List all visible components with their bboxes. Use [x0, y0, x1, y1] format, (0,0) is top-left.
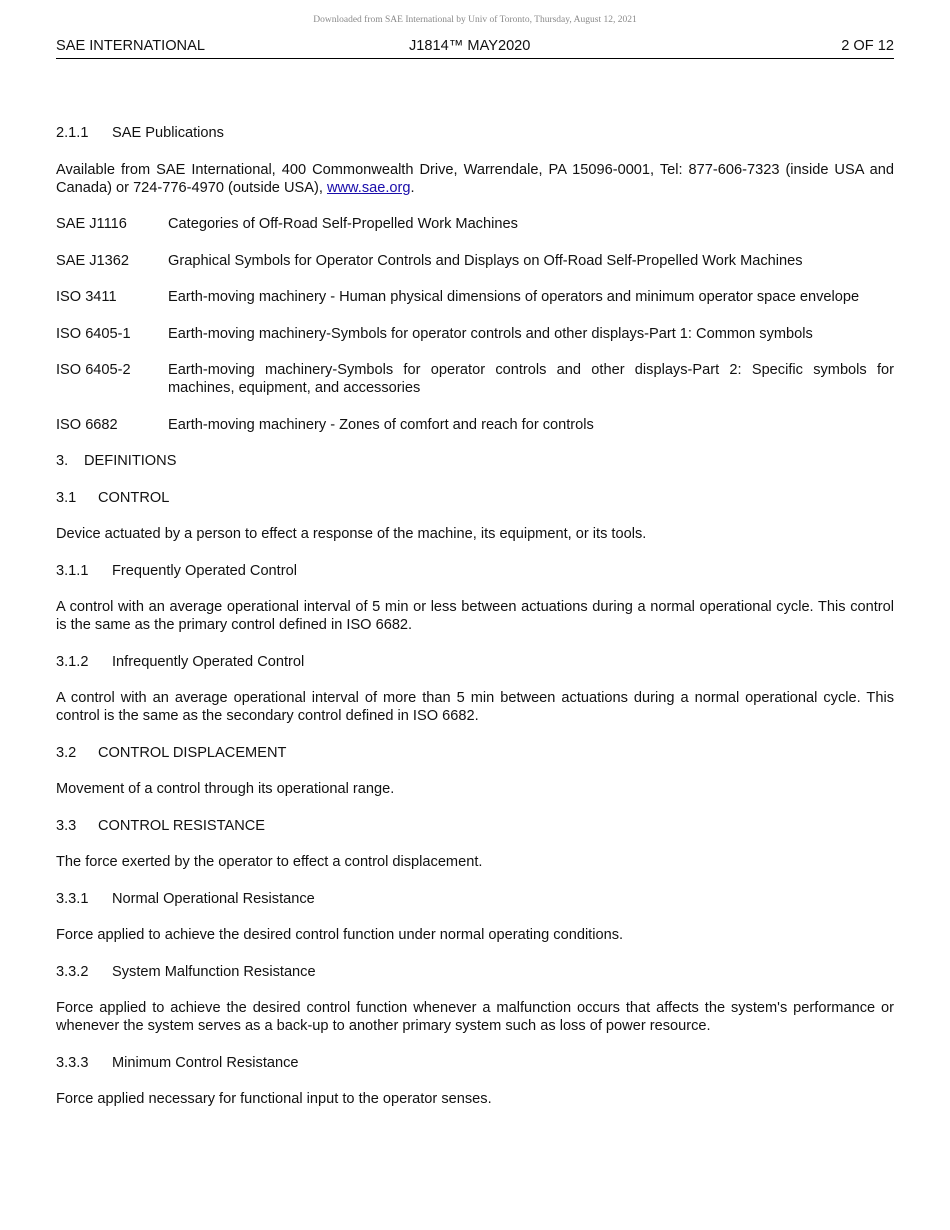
- header-page-number: 2 OF 12: [841, 38, 894, 54]
- heading-3-1-2: [56, 653, 894, 671]
- section-number: 3.: [56, 453, 69, 469]
- paragraph-punct: .: [410, 179, 415, 196]
- reference-title: Earth-moving machinery-Symbols for operator controls and other displays-Part 1: Common symbols: [168, 325, 813, 342]
- paragraph-availability: [56, 161, 894, 197]
- definition-paragraph: Device actuated by a person to effect a response of the machine, its equipment, or its tools.: [56, 526, 647, 542]
- heading-3-3: [56, 817, 894, 835]
- paragraph-text: Available from SAE International, 400 Commonwealth Drive, Warrendale, PA 15096-0001, Tel: 877-606-7323 (inside USA and Canada) or 724-776-4970 (outside USA),: [56, 161, 894, 196]
- section-title: CONTROL: [98, 489, 170, 506]
- download-watermark: Downloaded from SAE International by Univ of Toronto, Thursday, August 12, 2021: [313, 15, 637, 25]
- heading-3-3-1: [56, 890, 894, 908]
- section-title: System Malfunction Resistance: [112, 963, 316, 980]
- section-title: DEFINITIONS: [84, 453, 177, 469]
- section-number: 3.1.2: [56, 653, 89, 670]
- section-title: Normal Operational Resistance: [112, 890, 315, 907]
- reference-item: [56, 361, 894, 397]
- section-title: CONTROL DISPLACEMENT: [98, 744, 287, 761]
- definition-paragraph: A control with an average operational interval of 5 min or less between actuations during a normal operational cycle. This control is the same as the primary control defined in ISO 6682.: [56, 599, 894, 633]
- section-title: Minimum Control Resistance: [112, 1054, 299, 1071]
- section-number: 3.1.1: [56, 562, 89, 579]
- definition-paragraph: Force applied to achieve the desired control function under normal operating conditions.: [56, 927, 624, 943]
- section-number: 3.3: [56, 817, 77, 834]
- section-title: Infrequently Operated Control: [112, 653, 305, 670]
- section-title: CONTROL RESISTANCE: [98, 817, 266, 834]
- header-doc-id: J1814™ MAY2020: [409, 38, 531, 54]
- reference-item: [56, 215, 894, 233]
- heading-3-2: [56, 744, 894, 762]
- reference-code: ISO 6405-2: [56, 362, 131, 378]
- document-body: [56, 124, 894, 1127]
- page-header: [56, 38, 894, 59]
- reference-title: Categories of Off-Road Self-Propelled Work Machines: [168, 216, 518, 232]
- header-org: SAE INTERNATIONAL: [56, 38, 205, 54]
- section-number: 3.2: [56, 744, 77, 761]
- definition-paragraph: Force applied to achieve the desired control function whenever a malfunction occurs that affects the system's performance or whenever the system serves as a back-up to another primary system such as loss of power resource.: [56, 1000, 894, 1034]
- definition-paragraph: The force exerted by the operator to effect a control displacement.: [56, 854, 483, 870]
- reference-title: Graphical Symbols for Operator Controls and Displays on Off-Road Self-Propelled Work Machines: [168, 252, 803, 269]
- heading-3-3-3: [56, 1054, 894, 1072]
- heading-3: [56, 452, 894, 470]
- reference-item: [56, 288, 894, 306]
- heading-3-3-2: [56, 963, 894, 981]
- definition-paragraph: Movement of a control through its operational range.: [56, 781, 395, 797]
- section-number: 3.3.1: [56, 890, 89, 907]
- reference-title: Earth-moving machinery - Zones of comfort and reach for controls: [168, 416, 594, 433]
- section-title: Frequently Operated Control: [112, 562, 297, 579]
- section-number: 3.3.3: [56, 1054, 89, 1071]
- reference-code: ISO 6682: [56, 416, 118, 433]
- reference-code: SAE J1362: [56, 252, 130, 269]
- heading-3-1: [56, 489, 894, 507]
- sae-website-link[interactable]: www.sae.org: [326, 179, 411, 196]
- reference-code: ISO 3411: [56, 289, 117, 305]
- definition-paragraph: Force applied necessary for functional input to the operator senses.: [56, 1091, 492, 1107]
- reference-title: Earth-moving machinery-Symbols for operator controls and other displays-Part 2: Specific symbols for machines, equipment, and accessories: [168, 362, 894, 396]
- section-title: SAE Publications: [112, 125, 224, 141]
- reference-item: [56, 416, 894, 434]
- section-number: 2.1.1: [56, 125, 89, 141]
- heading-2-1-1: [56, 124, 894, 142]
- reference-item: [56, 252, 894, 270]
- reference-item: [56, 325, 894, 343]
- reference-code: ISO 6405-1: [56, 325, 131, 342]
- section-number: 3.1: [56, 489, 77, 506]
- section-number: 3.3.2: [56, 963, 89, 980]
- definition-paragraph: A control with an average operational interval of more than 5 min between actuations during a normal operational cycle. This control is the same as the secondary control defined in ISO 6682.: [56, 690, 894, 724]
- heading-3-1-1: [56, 562, 894, 580]
- reference-title: Earth-moving machinery - Human physical dimensions of operators and minimum operator space envelope: [168, 289, 860, 305]
- reference-code: SAE J1116: [56, 216, 127, 232]
